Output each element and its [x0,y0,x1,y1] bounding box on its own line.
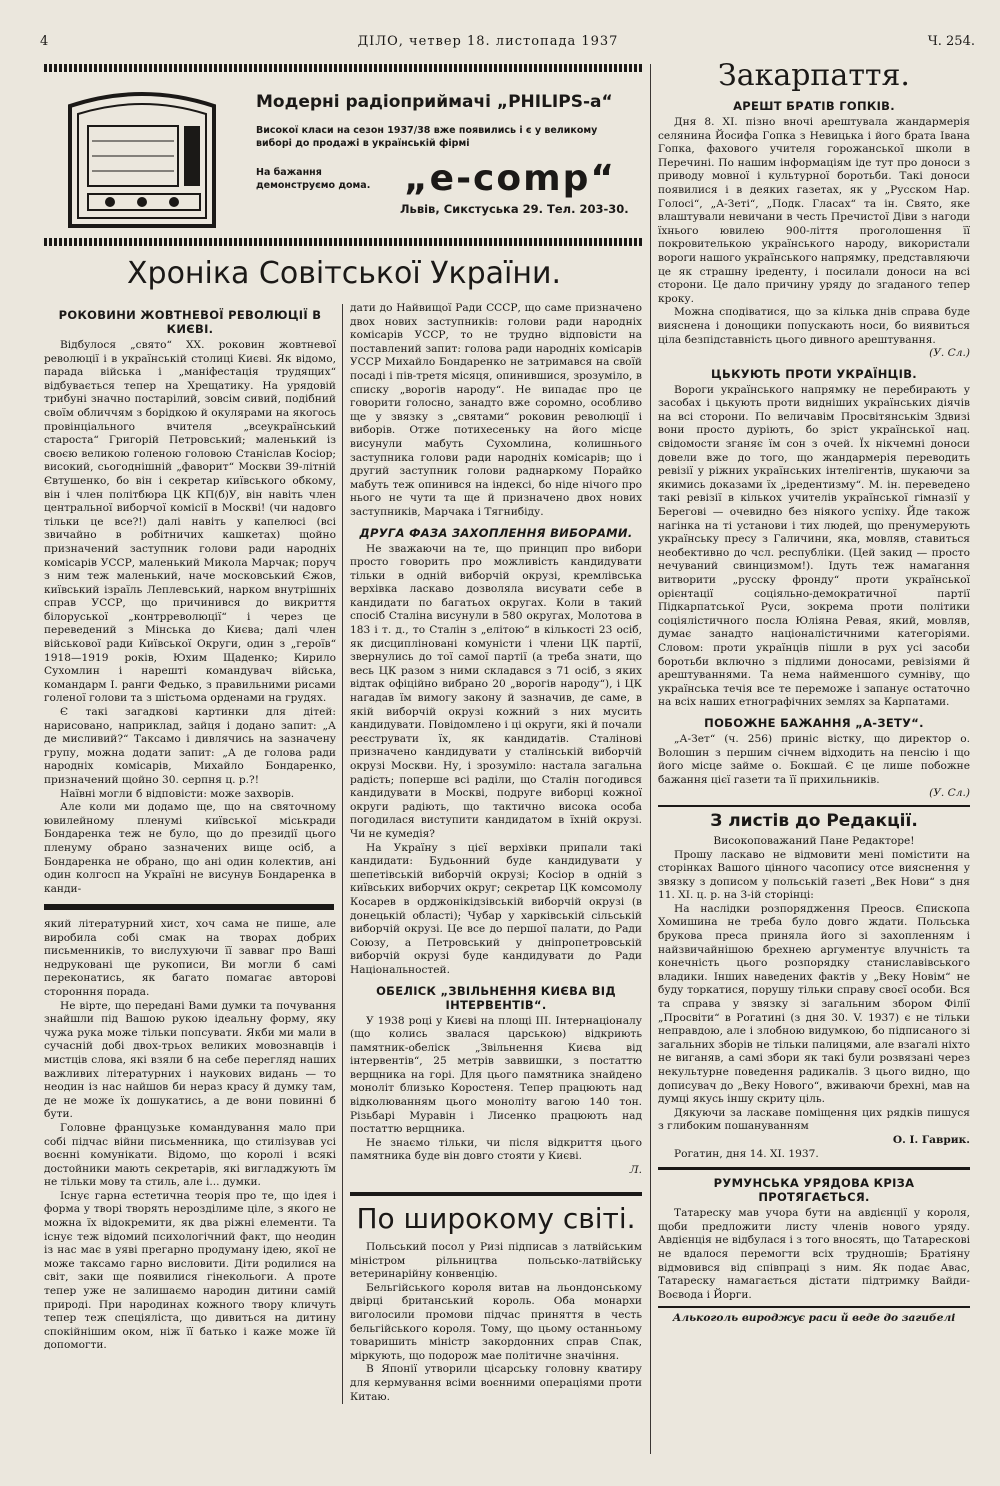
article-paragraph: Наївні могли б відповісти: може захворів. [60,787,295,800]
ad-address: Львів, Сикстуська 29. Тел. 203-30. [400,202,629,216]
ad-brand: „e-comp“ [404,158,617,199]
article-paragraph: Татареску мав учора бути на авдієнції у короля, щоби предложити листу членів нового уряду. Авдієнція не відбулася і з того вносять, що Татарескові не вдалося перемогти всіх трудношів; Братіяну відмовився від співпраці з ним. Як подає Авас, Татареску намагається дістати підтримку Вайди-Воєвода і Йорги. [658,1207,970,1301]
article-heading: РОКОВИНИ ЖОВТНЕВОЇ РЕВОЛЮЦІЇ В КИЄВІ. [58,308,322,336]
article-signature: (У. Сл.) [929,787,970,800]
page-header [40,30,975,52]
article-heading: ЦЬКУЮТЬ ПРОТИ УКРАЇНЦІВ. [711,366,917,381]
section-rule [658,1167,970,1170]
article-paragraph: На наслідки розпорядження Преосв. Єпископа Хомишина не треба було довго ждати. Польська брукова преса приняла його зі захопленням і найзвичайнішою брехнею аргументує влучність та конечність цього розпорядку станиславівського владики. Інших наведених фактів у „Веку Новім“ не буду торкатися, порушу тільки справу своєї особи. Вся та справа у звязку зі загальним збором Філії „Просвіти“ в Рогатині (з дня 30. V. 1937) є не тільки неправдою, але і злобною видумкою, бо підписаного зі загальних зборів не тільки палицями, але взагалі ніхто не виганяв, а самі збори як такі були розвязані через некультурне поведення радикалів. З цього видно, що дописувач до „Веку Нового“, вживаючи брехні, мав на думці якусь іншу скриту ціль. [658,902,970,1106]
section-rule [350,1192,642,1196]
ad-title: Модерні радіоприймачі „PHILIPS-а“ [256,92,613,112]
ad-top-border [44,64,644,72]
ad-demo: На бажання демонструємо дома. [256,167,371,191]
article-heading: АРЕШТ БРАТІВ ГОПКІВ. [733,99,895,113]
article-paragraph: Дякуючи за ласкаве поміщення цих рядків пишуся з глибоким пошануванням [658,1106,970,1133]
article-paragraph: Відбулося „свято“ XX. роковин жовтневої революції і в українській столиці Києві. Як відомо, парада війська і „маніфестація трудящих“ відбувається тепер на Хрещатику. На урядовій трибуні значно постарілий, зовсім сивий, подібний своїм обличчям з борідкою й окулярами на якогось провінціального вчителя „всеукраїнський староста“ Григорій Петровський; маленький із своєю великою голеною головою Станіслав Косіор; високий, сьогоднішній „фаворит“ Москви 39-літній Євтушенко, бо він і секретар київського обкому, він і член політбюра ЦК КП(б)У, він навіть член центральної виборчої комісії в Москві! (чи надовго тільки це все?!) далі навіть у капелюсі (всі звичайно в робітничих кашкетах) щойно призначений заступник голови ради народніх комісарів УССР, маленький Микола Марчак; поруч з ним теж маленький, наче московський Єжов, київський ізраїль Леплевський, нарком внутрішніх справ УССР, що причинився до викриття білоруської „контрреволюції“ і через це переведений з Мінська до Києва; далі член військової ради Київської Округи, один з „героїв“ 1918—1919 років, Юхим Щаденко; Кирило Сухомлин і нарешті командувач війська, командарм І. ранги Федько, з правильними рисами голеної голови та з шістьома орденами на грудях. [44,339,336,705]
article-paragraph: На Україну з цієї верхівки припали такі кандидати: Будьонний буде кандидувати у шепетівській виборчій окрузі; Косіор в одній з київських виборчих округ; секретар ЦК комсомолу Косарев в орджонікідзівській виборчій окрузі (в донецькій області); Чубар у харківській сільській виборчій окрузі. Це все до першої палати, до Ради Союзу, а Петровський у дніпропетровській виборчій окрузі буде кандидувати до Ради Національностей. [350,841,642,976]
chronicle-title-block [44,256,644,300]
article-paragraph: Польський посол у Ризі підписав з латвійським міністром рільництва польсько-латвійську ветеринарійну конвенцію. [350,1241,642,1281]
article-heading: ДРУГА ФАЗА ЗАХОПЛЕННЯ ВИБОРАМИ. [359,525,633,540]
article-paragraph: Не вірте, що передані Вами думки та почування знайшли під Вашою рукою ідеальну форму, яку чужа рука може тільки попсувати. Якби ми мали в сучасній добі двох-трьох великих мовознавців і мистців слова, які взяли б на себе перегляд наших важливих літературних і наукових видань — то неодин із нас найшов би нераз красу й думку там, де не може їх дошукатись, а де вони повинні б бути. [44,999,336,1121]
article-paragraph: Головне французьке командування мало при собі підчас війни письменника, що стилізував усі воєнні комунікати. Відомо, що королі і всякі достойники мають секретарів, які вигладжують їм не тільки мову та стиль, але і... думки. [44,1121,336,1189]
footer-slogan: Алькоголь вироджує раси й веде до загибелі [672,1312,956,1325]
article-paragraph: Не знаємо тільки, чи після відкриття цього памятника буде він довго стояти у Києві. [350,1136,642,1163]
article-paragraph: Не зважаючи на те, що принцип про вибори просто говорить про можливість кандидувати тільки в одній виборчій окрузі, кремлівська верхівка ласкаво дозволяла висувати себе в кандидати по багатьох округах. Коли в такий спосіб Сталіна висунули в 580 округах, Молотова в 183 і т. д., то Сталін з „елітою“ в кількості 23 осіб, як дисципліновані комуністи і члени ЦК партії, звернулись до тої самої партії (а треба знати, що весь ЦК разом з ними складався з 71 осіб, з яких відтак офіційно вибрано 20 „ворогів народу“), і ЦК нагадав їм вимогу закону й зазначив, де саме, в якій виборчій окрузі кожний з них мусить кандидувати. Повідомлено і ці округи, які й почали реєструвати їх, як кандидатів. Сталінові призначено кандидувати у сталінській виборчій окрузі Москви. Ну, і зрозуміло: настала загальна радість; поперше всі раділи, що Сталін погодився кандидувати в Москві, подруге виборці кожної округи радіють, що тактично висока особа погодилася виступити кандидатом в їхній окрузі. Чи не кумедія? [350,542,642,840]
ad-line: Високої класи на сезон 1937/38 вже появились і є у великому виборі до продажі в українській фірмі [256,125,598,149]
ad-bottom-border [44,238,644,246]
letter-continuation [44,918,336,1458]
right-column [658,58,970,1458]
article-paragraph: Вороги українського напрямку не перебирають у засобах і цькують проти видніших українських діячів на всі сторони. По величавім Просвітянськім Здвизі вони просто дуріють, бо зріст української нац. свідомости зганяє їм сон з очей. Їх нікчемні доноси довели вже до того, що жандармерія переводить ревізії у ріжних українських інтелігентів, шукаючи за якимись доказами їх „іредентизму“. М. ін. переведено такі ревізії в кількох учителів української гімназії у Берегові — очевидно без ніякого успіху. Йде також нагінка на ті установи і тих людей, що пренумерують українську пресу з Галичини, яка, мовляв, ставиться необективно до чсл. республіки. (Цей закид — просто нечуваний свинцизмом!). Ідуть теж намагання витворити „русску фронду“ проти української орієнтації соціяльно-демократичної партії Підкарпатської Руси, зокрема проти політики соціялістичного посла Юліяна Ревая, який, мовляв, думає занадто націоналістичними категоріями. Словом: проти українців пішли в рух усі засоби боротьби включно з підлими доносами, ревізіями й арештуваннями. Та нема найменшого сумніву, що українська течія все те переможе і запанує остаточно на всіх наших етнографічних землях за Карпатами. [658,383,970,709]
article-paragraph: Можна сподіватися, що за кілька днів справа буде вияснена і донощики попускають носи, бо виявиться ціла безпідставність цього дивного арештування. [658,306,970,346]
letters-title: З листів до Редакції. [710,810,918,831]
article-paragraph: В Японії утворили цісарську головну кватиру для кермування всіми воєнними операціями проти Китаю. [350,1363,642,1403]
article-paragraph: „А-Зет“ (ч. 256) приніс вістку, що директор о. Волошин з першим січнем відходить на пенсію і що його місце займе о. Бокшай. Є це лише побожне бажання цієї газети та її прихильників. [658,732,970,786]
article-paragraph: Прошу ласкаво не відмовити мені помістити на сторінках Вашого цінного часопису отсе вияснення у звязку з дописом у польській газеті „Век Нови“ з дня 11. XI. ц. р. на 3-ій сторінці: [658,848,970,902]
issue-number: Ч. 254. [927,33,975,49]
article-paragraph: Є такі загадкові картинки для дітей: нарисовано, наприклад, зайця і додано запит: „А де мисливий?“ Таксамо і дивлячись на зазначену групу, можна додати запит: „А де голова ради народніх комісарів, Михайло Бондаренко, призначений щойно 30. серпня ц. р.?! [44,706,336,786]
article-paragraph: Але коли ми додамо ще, що на святочному ювилейному пленумі київської міськради Бондаренка теж не було, що до президії цього пленуму обрано зазначених вище осіб, а Бондаренка не обрано, що ані один колектив, ані один колгосп на Україні не висунув Бондаренка в канди- [44,801,336,895]
article-heading: ПОБОЖНЕ БАЖАННЯ „А-ЗЕТУ“. [704,715,924,730]
column-divider [342,304,343,1404]
letter-signer: О. І. Гаврик. [892,1133,970,1146]
section-rule [658,1306,970,1308]
article-heading: РУМУНСЬКА УРЯДОВА КРІЗА ПРОТЯГАЄТЬСЯ. [713,1176,915,1205]
article-paragraph: дати до Найвищої Ради СССР, що саме призначено двох нових заступників: голови ради народніх комісарів УССР, то не трудно відповісти на поставлений запит: голова ради народніх комісарів УССР Михайло Бондаренко не затримався на своїй посаді і пів-третя місяця, опинившися, зрозуміло, в списку „ворогів народу“. Не випадає про це говорити голосно, занадто вже соромно, особливо ще у звязку з „святами“ роковин революції і виборів. Отже потихесеньку на його місце висунули мабуть Сухомлина, колишнього заступника голови ради народніх комісарів; що і другий заступник голови раднаркому Порайко мабуть теж опинився на індексі, бо ніде нічого про нього не чути та ще й призначено двох нових заступників, Марчака і Тягнибіду. [350,302,642,518]
article-signature: Л. [629,1164,642,1177]
chronicle-col-1 [44,302,336,895]
article-paragraph: Дня 8. XI. пізно вночі арештувала жандармерія селянина Йосифа Гопка з Невицька і його брата Івана Гопка, фахового учителя горожанської школи в Перечині. По нашим інформаціям іде тут про доноси з приводу мовної і культурної боротьби. Такі доноси появилися і в деяких газетах, як у „Русском Нар. Голосі“, „А-Зеті“, „Подк. Гласах“ та ін. Свято, яке влаштували невичани в честь Пречистої Діви з нагоди їхнього ювилею 900-ліття проголошення її покровителькою українського народу, використали вороги нашого українського напрямку, представляючи це як страшну іреденту, і посилали доноси на всі сторони. Це дало причину уряду до згаданого тепер кроку. [658,116,970,305]
article-paragraph: який літературний хист, хоч сама не пише, але виробила собі смак на творах добрих письменників, то вислухуючи її завваг про Ваші недруковані ще рукописи, Ви могли б самі переконатись, як багато помагає авторові сторонння порада. [44,918,336,998]
column-divider [650,64,651,1454]
zakarpattia-title: Закарпаття. [718,58,910,93]
world-section [350,1192,642,1456]
article-heading: ОБЕЛІСК „ЗВІЛЬНЕННЯ КИЄВА ВІД ІНТЕРВЕНТІВ“. [376,983,616,1012]
letter-place: Рогатин, дня 14. XI. 1937. [674,1147,819,1160]
article-paragraph: Існує гарна естетична теорія про те, що ідея і форма у творі творять нерозділиме ціле, з якого не можна їх відокремити, як два ріжні елементи. Та існує теж відомий психологічний факт, що неодин із нас має в уяві прегарно продуману ідею, якої не може таксамо гарно висловити. Діти родилися на світ, заки ще появилися гінекольоги. А проте тепер уже не залишаємо народин дитини самій природі. При народинах кожного твору кличуть тепер теж спеціяліста, що дивиться на дитину спокійнішим оком, ніж її батько і каже може їй допомогти. [44,1189,336,1352]
chronicle-title: Хроніка Совітської України. [126,256,562,291]
page-number: 4 [40,33,49,49]
chronicle-col-2 [350,302,642,1177]
article-paragraph: Бельгійського короля витав на льондонському двірці британський король. Оба монархи виголосили промови підчас приняття в честь бельгійського короля. Тому, що цьому останньому товаришить міністр закордонних справ Спак, міркують, що подорож мае політичне значіння. [350,1281,642,1362]
letter-greeting: Високоповажаний Пане Редакторе! [713,834,915,847]
section-rule [658,805,970,807]
radio-icon [62,86,222,236]
world-title: По широкому світі. [356,1202,636,1235]
masthead-date: ДІЛО, четвер 18. листопада 1937 [357,33,619,49]
section-rule [44,904,334,910]
article-paragraph: У 1938 році у Києві на площі III. Інтернаціоналу (що колись звалася царською) відкриють памятник-обеліск „Звільнення Києва від інтервентів“, 25 метрів заввишки, з постаттю верщника на горі. Для цього памятника знайдено моноліт близько Коростеня. Тепер працюють над відколюванням цього моноліту вагою 140 тон. Різьбарі Муравін і Лисенко працюють над постаттю верщника. [350,1014,642,1136]
article-signature: (У. Сл.) [929,347,970,360]
